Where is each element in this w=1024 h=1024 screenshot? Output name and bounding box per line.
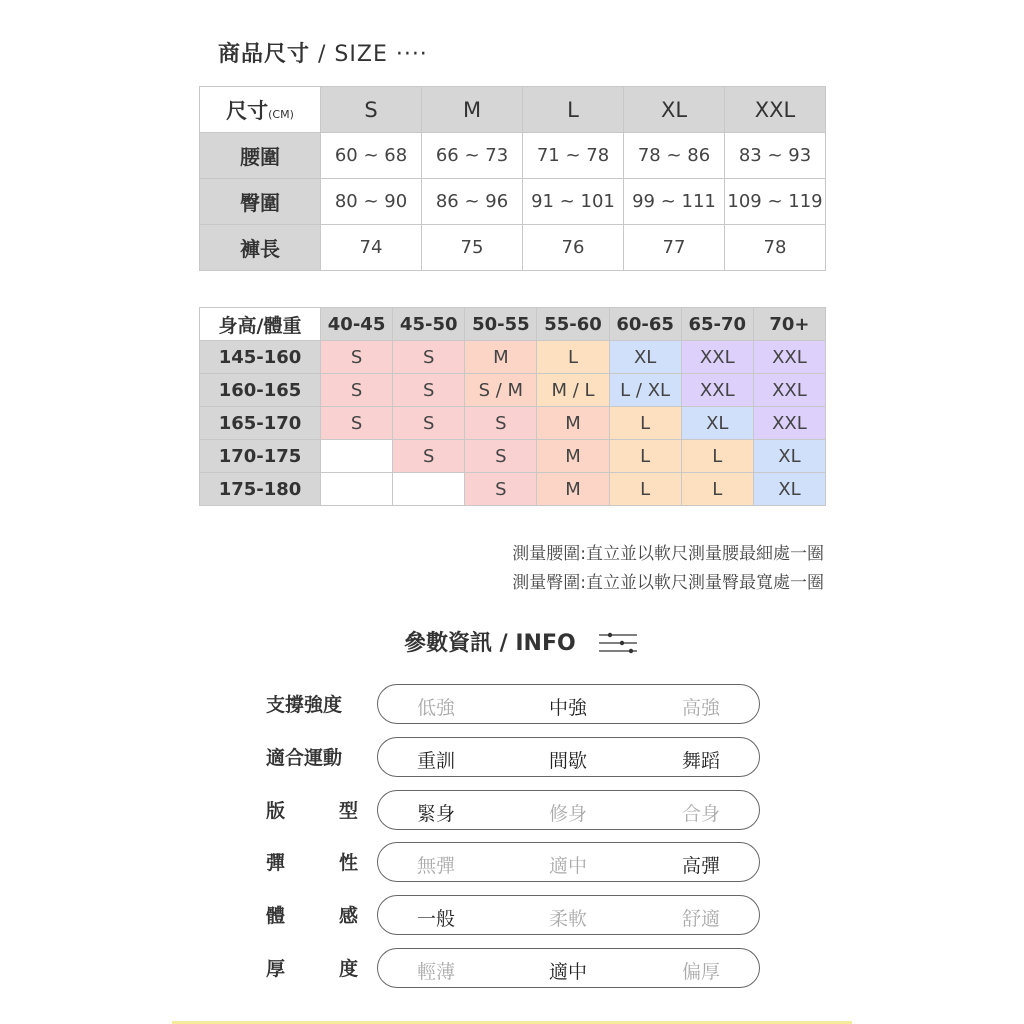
table-row: [200, 341, 826, 374]
fit-size-cell: M: [537, 473, 609, 506]
measurement-notes: [512, 540, 824, 598]
fit-size-cell: XXL: [753, 374, 825, 407]
param-option: 重訓: [416, 750, 455, 772]
param-label: 適合運動: [266, 747, 343, 769]
fit-size-cell: L / XL: [609, 374, 681, 407]
param-option: 修身: [548, 803, 587, 825]
param-row: [266, 895, 760, 935]
size-col-header: XXL: [725, 87, 826, 133]
size-section-title: [218, 37, 428, 68]
param-label: [266, 796, 358, 823]
fit-size-cell: XL: [753, 440, 825, 473]
param-row: [266, 790, 760, 830]
height-row-header: 145-160: [200, 341, 321, 374]
size-cell: 71 ~ 78: [523, 133, 624, 179]
size-title-sub: / SIZE ····: [310, 42, 428, 67]
param-option: 低強: [416, 697, 455, 719]
size-col-header: M: [422, 87, 523, 133]
param-option-pill: [377, 737, 760, 777]
param-option: 偏厚: [681, 961, 720, 983]
size-header-row: [200, 87, 826, 133]
param-label-char: 度: [338, 958, 358, 980]
param-label: 支撐強度: [266, 694, 343, 716]
fit-size-cell: L: [609, 407, 681, 440]
fit-size-cell: S: [393, 440, 465, 473]
param-row: [266, 737, 760, 777]
waist-note: 測量腰圍:直立並以軟尺測量腰最細處一圈: [512, 544, 824, 564]
table-row: [200, 225, 826, 271]
fit-size-cell: [393, 473, 465, 506]
size-col-header: S: [321, 87, 422, 133]
height-row-header: 165-170: [200, 407, 321, 440]
fit-size-cell: L: [681, 440, 753, 473]
param-option: 間歇: [548, 750, 587, 772]
fit-size-cell: XXL: [753, 407, 825, 440]
fit-size-cell: L: [609, 473, 681, 506]
table-row: [200, 133, 826, 179]
param-label: [266, 901, 358, 928]
height-row-header: 170-175: [200, 440, 321, 473]
fit-size-cell: S: [465, 473, 537, 506]
fit-size-cell: S / M: [465, 374, 537, 407]
fit-size-cell: XL: [753, 473, 825, 506]
weight-col-header: 55-60: [537, 308, 609, 341]
fit-size-cell: S: [393, 407, 465, 440]
weight-col-header: 60-65: [609, 308, 681, 341]
param-option: 舞蹈: [681, 750, 720, 772]
size-corner-cell: [200, 87, 321, 133]
size-cell: 83 ~ 93: [725, 133, 826, 179]
table-row: [200, 179, 826, 225]
param-label-char: 性: [338, 852, 358, 874]
size-row-header: 腰圍: [200, 133, 321, 179]
param-option: 一般: [416, 908, 455, 930]
size-cell: 60 ~ 68: [321, 133, 422, 179]
param-option-pill: [377, 948, 760, 988]
fit-size-cell: M: [537, 440, 609, 473]
weight-col-header: 45-50: [393, 308, 465, 341]
size-cell: 78 ~ 86: [624, 133, 725, 179]
size-row-header: 臀圍: [200, 179, 321, 225]
table-row: [200, 374, 826, 407]
param-row: [266, 948, 760, 988]
param-option: 適中: [548, 961, 587, 983]
size-cell: 86 ~ 96: [422, 179, 523, 225]
size-row-header: 褲長: [200, 225, 321, 271]
param-label: [266, 954, 358, 981]
param-label-char: 體: [266, 905, 286, 927]
param-option: 緊身: [416, 803, 455, 825]
param-option: 柔軟: [548, 908, 587, 930]
param-option: 高強: [681, 697, 720, 719]
param-option: 無彈: [416, 855, 455, 877]
fit-size-cell: M / L: [537, 374, 609, 407]
fit-size-cell: XL: [681, 407, 753, 440]
fit-size-cell: XXL: [681, 374, 753, 407]
param-row: [266, 684, 760, 724]
param-label-char: 彈: [266, 852, 286, 874]
size-cell: 91 ~ 101: [523, 179, 624, 225]
size-cell: 109 ~ 119: [725, 179, 826, 225]
table-row: [200, 440, 826, 473]
size-cell: 99 ~ 111: [624, 179, 725, 225]
param-option-pill: [377, 684, 760, 724]
fit-size-cell: XXL: [753, 341, 825, 374]
size-cell: 80 ~ 90: [321, 179, 422, 225]
param-option-pill: [377, 842, 760, 882]
info-section-title: 參數資訊 / INFO: [404, 631, 576, 656]
fit-size-cell: S: [321, 407, 393, 440]
param-option: 合身: [681, 803, 720, 825]
weight-col-header: 65-70: [681, 308, 753, 341]
size-chart-table: [199, 86, 826, 271]
size-cell: 74: [321, 225, 422, 271]
size-col-header: L: [523, 87, 624, 133]
fit-size-cell: S: [393, 374, 465, 407]
fit-size-cell: L: [609, 440, 681, 473]
fit-size-cell: S: [465, 440, 537, 473]
param-option: 適中: [548, 855, 587, 877]
fit-size-cell: [321, 440, 393, 473]
weight-col-header: 50-55: [465, 308, 537, 341]
param-option: 輕薄: [416, 961, 455, 983]
param-label-char: 版: [266, 800, 286, 822]
size-cell: 75: [422, 225, 523, 271]
param-label-char: 厚: [266, 958, 286, 980]
fit-size-cell: L: [681, 473, 753, 506]
fit-size-cell: XXL: [681, 341, 753, 374]
height-row-header: 175-180: [200, 473, 321, 506]
size-cell: 78: [725, 225, 826, 271]
size-col-header: XL: [624, 87, 725, 133]
param-label: [266, 848, 358, 875]
weight-col-header: 70+: [753, 308, 825, 341]
param-option-pill: [377, 790, 760, 830]
fit-size-cell: [321, 473, 393, 506]
fit-size-cell: S: [321, 374, 393, 407]
fit-size-cell: M: [465, 341, 537, 374]
hip-note: 測量臀圍:直立並以軟尺測量臀最寬處一圈: [512, 573, 824, 593]
fit-size-cell: XL: [609, 341, 681, 374]
fit-size-cell: L: [537, 341, 609, 374]
weight-col-header: 40-45: [321, 308, 393, 341]
param-label-char: 型: [338, 800, 358, 822]
param-option: 高彈: [681, 855, 720, 877]
sliders-icon: [598, 630, 638, 656]
size-title-main: 商品尺寸: [218, 42, 311, 67]
size-cell: 76: [523, 225, 624, 271]
fit-size-cell: S: [393, 341, 465, 374]
param-option-pill: [377, 895, 760, 935]
size-corner-label: 尺寸: [226, 98, 269, 123]
size-cell: 77: [624, 225, 725, 271]
param-row: [266, 842, 760, 882]
param-option: 中強: [548, 697, 587, 719]
fit-size-cell: S: [321, 341, 393, 374]
fit-header-row: [200, 308, 826, 341]
param-label-char: 感: [338, 905, 358, 927]
param-option: 舒適: [681, 908, 720, 930]
size-corner-unit: (CM): [268, 107, 294, 121]
table-row: [200, 407, 826, 440]
fit-corner-label: 身高/體重: [200, 308, 321, 341]
table-row: [200, 473, 826, 506]
fit-size-cell: M: [537, 407, 609, 440]
size-cell: 66 ~ 73: [422, 133, 523, 179]
fit-size-cell: S: [465, 407, 537, 440]
height-row-header: 160-165: [200, 374, 321, 407]
fit-recommendation-table: [199, 307, 826, 506]
